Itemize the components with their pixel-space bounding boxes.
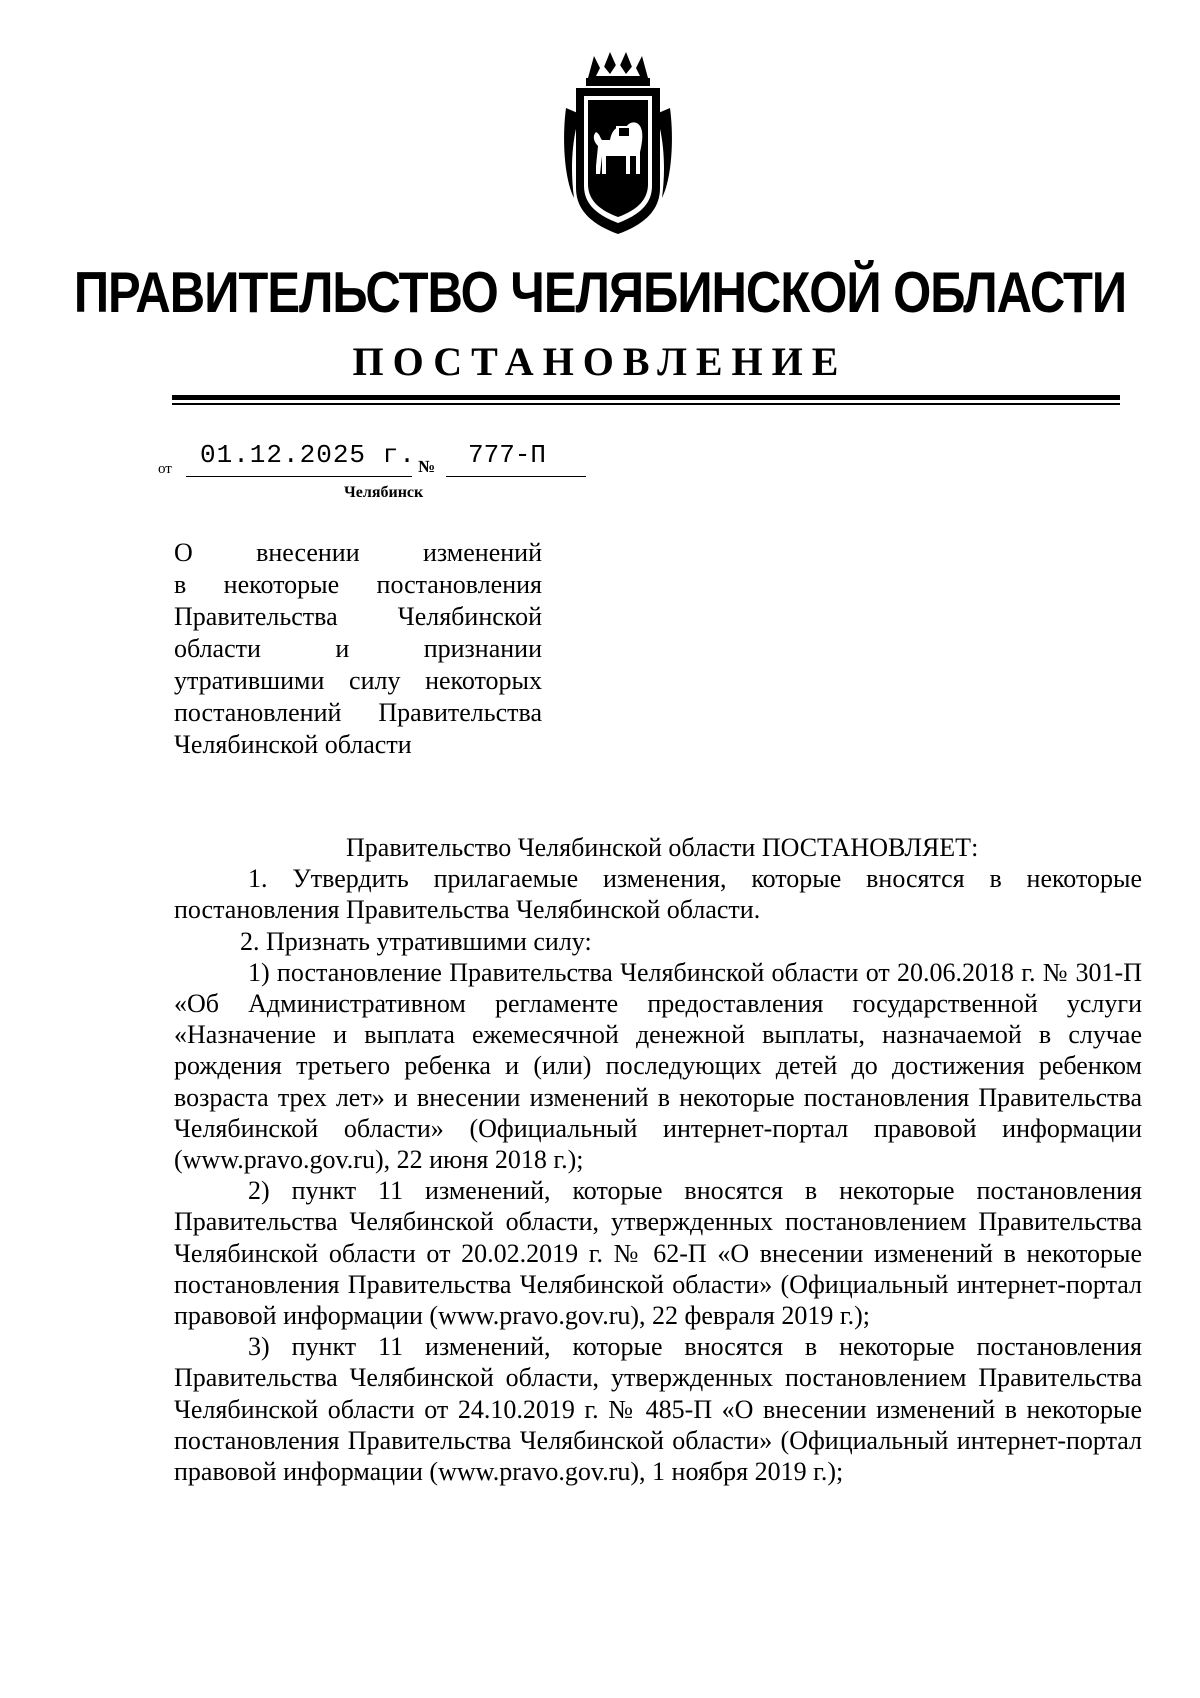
preamble: Правительство Челябинской области ПОСТАНОВЛЯЕТ: [346,833,979,862]
document-type-title: ПОСТАНОВЛЕНИЕ [352,339,848,384]
subitem-1: 1) постановление Правительства Челябинской области от 20.06.2018 г. № 301-П «Об Административном регламенте предоставления государственной услуги «Назначение и выплата ежемесячной денежной выплаты, назначаемой в случае рождения третьего ребенка и (или) последующих детей до достижения ребенком возраста трех лет» и внесении изменений в некоторые постановления Правительства Челябинской области» (Официальный интернет-портал правовой информации (www.pravo.gov.ru), 22 июня 2018 г.); [174,957,1142,1175]
header-rule-thick [172,395,1120,400]
document-number: 777-П [468,440,547,470]
subitem-3: 3) пункт 11 изменений, которые вносятся в некоторые постановления Правительства Челябинской области, утвержденных постановлением Правительства Челябинской области от 24.10.2019 г. № 485-П «О внесении изменений в некоторые постановления Правительства Челябинской области» (Официальный интернет-портал правовой информации (www.pravo.gov.ru), 1 ноября 2019 г.); [174,1332,1142,1487]
subject-line: в некоторые постановления [174,570,542,599]
number-underline [446,476,586,477]
document-body [174,832,1142,1487]
subject-line: Челябинской области [174,730,412,759]
date-prefix-label: от [158,461,172,477]
subject-line: утратившими силу некоторых [174,666,542,695]
subject-line: области и признании [174,634,542,663]
coat-of-arms-emblem [560,48,676,238]
document-subject [174,537,542,761]
document-date: 01.12.2025 г. [200,440,416,470]
government-title: ПРАВИТЕЛЬСТВО ЧЕЛЯБИНСКОЙ ОБЛАСТИ [73,261,1127,325]
date-underline [186,476,412,477]
number-label: № [418,457,436,476]
subject-line: Правительства Челябинской [174,602,542,631]
subitem-2: 2) пункт 11 изменений, которые вносятся в некоторые постановления Правительства Челябинской области, утвержденных постановлением Правительства Челябинской области от 20.02.2019 г. № 62-П «О внесении изменений в некоторые постановления Правительства Челябинской области» (Официальный интернет-портал правовой информации (www.pravo.gov.ru), 22 февраля 2019 г.); [174,1176,1142,1331]
item-2: 2. Признать утратившими силу: [240,926,592,956]
item-1: 1. Утвердить прилагаемые изменения, которые вносятся в некоторые постановления Правительства Челябинской области. [174,864,1142,925]
city-name: Челябинск [344,484,424,501]
subject-line: постановлений Правительства [174,698,542,727]
header-rule-thin [172,403,1120,405]
subject-line: О внесении изменений [174,538,542,567]
